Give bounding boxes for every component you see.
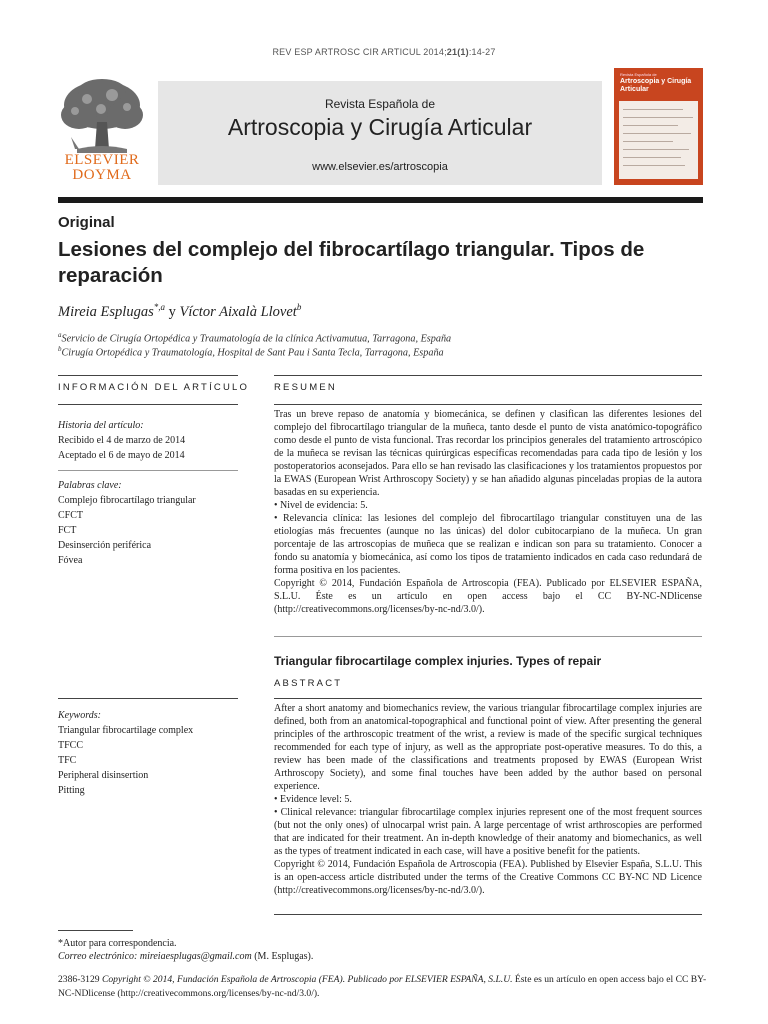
abstract-bottom-rule [274,914,702,915]
email-note [58,950,313,963]
affiliation-b [58,345,444,358]
author-join: y [164,303,180,320]
banner-pre-title: Revista Española de [324,97,436,111]
resumen-top-rule [274,375,702,376]
resumen-evidence-level: • Nivel de evidencia: 5. [274,500,368,511]
author-list [58,302,301,321]
affiliation-a [58,331,451,344]
copyright-footer [58,973,708,1000]
keyword-en-item: Triangular fibrocartilage complex [58,725,194,736]
journal-cover-thumbnail [614,68,703,185]
email-author-name: (M. Esplugas). [251,951,314,962]
abstract-evidence-level: • Evidence level: 5. [274,794,352,805]
affiliation-b-marker: b [58,345,62,353]
cover-pre-title: Revista Española de [620,72,657,77]
keyword-es-item: Desinserción periférica [58,540,152,551]
article-section-label: Original [58,214,115,231]
keywords-en [58,708,238,798]
resumen-heading-rule [274,404,702,405]
resumen-heading: RESUMEN [274,382,337,393]
affiliation-a-marker: a [58,331,62,339]
abstract-clinical-relevance: • Clinical relevance: triangular fibrocartilage complex injuries represent one of the most frequent sources (but not the only ones) of ulnocarpal wrist pain. A large percentage of wrist arthroscopies are performed that are indicated for their treatment. An in-depth knowledge of their anatomy and biomechanics, as well as the types of treatment indicated in each case, will have a positive benefit for the patients. [274,807,702,857]
cover-title: Artroscopia y Cirugía Articular [620,78,692,93]
journal-banner [158,81,602,185]
keywords-es-label: Palabras clave: [58,480,122,491]
journal-ref-prefix: REV ESP ARTROSC CIR ARTICUL 2014; [272,47,447,57]
keyword-en-item: Peripheral disinsertion [58,770,149,781]
abstract-body [274,702,702,897]
abstract-paragraph: After a short anatomy and biomechanics review, the various triangular fibrocartilage complex injuries are defined, both from an anatomical-topographical and functional point of view. After presenting the general principles of the arthroscopic treatment of the wrist, a review is made of the specific surgical techniques recommended for each type of injury, as well as the appropriate post-operative measures. To do this, a review has been made of the classifications and treatments proposed by EWAS (European Wrist Arthroscopy Society), and some final touches have been added by the author based on personal experience. [274,703,702,792]
copyright-statement: Copyright © 2014, Fundación Española de Artroscopia (FEA). Publicado por ELSEVIER ESPAÑA, S.L.U. [99,974,513,985]
email-label: Correo electrónico: [58,951,138,962]
banner-journal-name: Artroscopia y Cirugía Articular [227,114,533,140]
keyword-es-item: Fóvea [58,555,83,566]
english-title: Triangular fibrocartilage complex injuries. Types of repair [274,654,602,668]
keyword-en-item: Pitting [58,785,85,796]
keyword-es-item: FCT [58,525,77,536]
logo-line2: DOYMA [72,167,132,183]
journal-reference [0,47,768,57]
author-2-marker: b [296,302,302,312]
keywords-es [58,478,238,568]
resumen-copyright: Copyright © 2014, Fundación Española de Artroscopia (FEA). Publicado por ELSEVIER ESPAÑA, S.L.U. Éste es un artículo en open access bajo el CC BY-NC-NDlicense (http://creativecommons.org/licenses/by-nc-nd/3.0/). [274,578,702,615]
license-statement: Éste es un artículo en open access bajo el CC BY-NC-NDlicense (http://creativecommons.org/licenses/by-nc-nd/3.0/). [58,974,707,999]
affiliation-a-text: Servicio de Cirugía Ortopédica y Traumatología de la clínica Activamutua, Tarragona, España [61,333,452,345]
logo-line1: ELSEVIER [64,152,140,168]
abstract-heading: ABSTRACT [274,678,343,689]
header-divider [58,197,703,203]
author-1-marker: *,a [153,302,165,312]
elsevier-doyma-wordmark [56,153,148,183]
abstract-heading-rule [274,698,702,699]
cover-contents-box [619,101,698,179]
history-divider [58,470,238,471]
keyword-en-item: TFCC [58,740,84,751]
resumen-bottom-rule [274,636,702,637]
resumen-body [274,408,702,616]
resumen-clinical-relevance: • Relevancia clínica: las lesiones del complejo del fibrocartílago triangular constituyen una de las etiologías más frecuentes (aunque no las únicas) del dolor cubitocarpiano de la muñeca. Un gran porcentaje de las artroscopias de muñeca que se realizan e indican son para su tratamiento. Conocer a fondo su anatomía y biomecánica, así como los tipos de tratamiento indicados en cada caso redundará de forma positiva en los pacientes. [274,513,702,576]
keyword-es-item: CFCT [58,510,84,521]
keywords-en-top-rule [58,698,238,699]
article-history [58,418,238,463]
journal-ref-pages: :14-27 [468,47,496,57]
keyword-es-item: Complejo fibrocartílago triangular [58,495,196,506]
article-title: Lesiones del complejo del fibrocartílago triangular. Tipos de reparación [58,238,645,287]
author-1: Mireia Esplugas [58,303,154,320]
journal-ref-volume: 21(1) [446,47,469,57]
issn: 2386-3129 [58,974,100,985]
banner-journal-url[interactable]: www.elsevier.es/artroscopia [312,161,448,173]
accepted-date: Aceptado el 6 de mayo de 2014 [58,450,185,461]
article-info-heading: INFORMACIÓN DEL ARTÍCULO [58,382,250,393]
author-2: Víctor Aixalà Llovet [179,303,297,320]
corresponding-author-note: *Autor para correspondencia. [58,938,177,949]
history-label: Historia del artículo: [58,420,144,431]
affiliation-b-text: Cirugía Ortopédica y Traumatología, Hospital de Sant Pau i Santa Tecla, Tarragona, España [61,347,444,359]
info-heading-rule [58,404,238,405]
abstract-copyright: Copyright © 2014, Fundación Española de Artroscopia (FEA). Published by Elsevier España, S.L.U. This is an open-access article distributed under the terms of the Creative Commons CC BY-NC ND Licence (http://creativecommons.org/licenses/by-nc-nd/3.0/). [274,859,702,896]
author-email-link[interactable]: mireiaesplugas@gmail.com [139,951,252,962]
keywords-en-label: Keywords: [58,710,101,721]
footnote-rule [58,930,133,931]
received-date: Recibido el 4 de marzo de 2014 [58,435,186,446]
keyword-en-item: TFC [58,755,77,766]
info-top-rule [58,375,238,376]
resumen-paragraph: Tras un breve repaso de anatomía y biomecánica, se definen y clasifican las diferentes lesiones del complejo del fibrocartílago triangular de la muñeca, tanto desde el punto de vista anatómico-topográfico como desde el punto de vista funcional. Tras recordar los principios generales del tratamiento artroscópico de la muñeca se revisan las técnicas quirúrgicas específicas recomendadas para cada tipo de lesión y los postoperatorios aconsejados. Para ello se han revisado las clasificaciones y los tratamientos propuestos por la EWAS (European Wrist Arthroscopy Society) y se han añadido algunas pinceladas propias de la autora basadas en su experiencia. [274,409,702,498]
